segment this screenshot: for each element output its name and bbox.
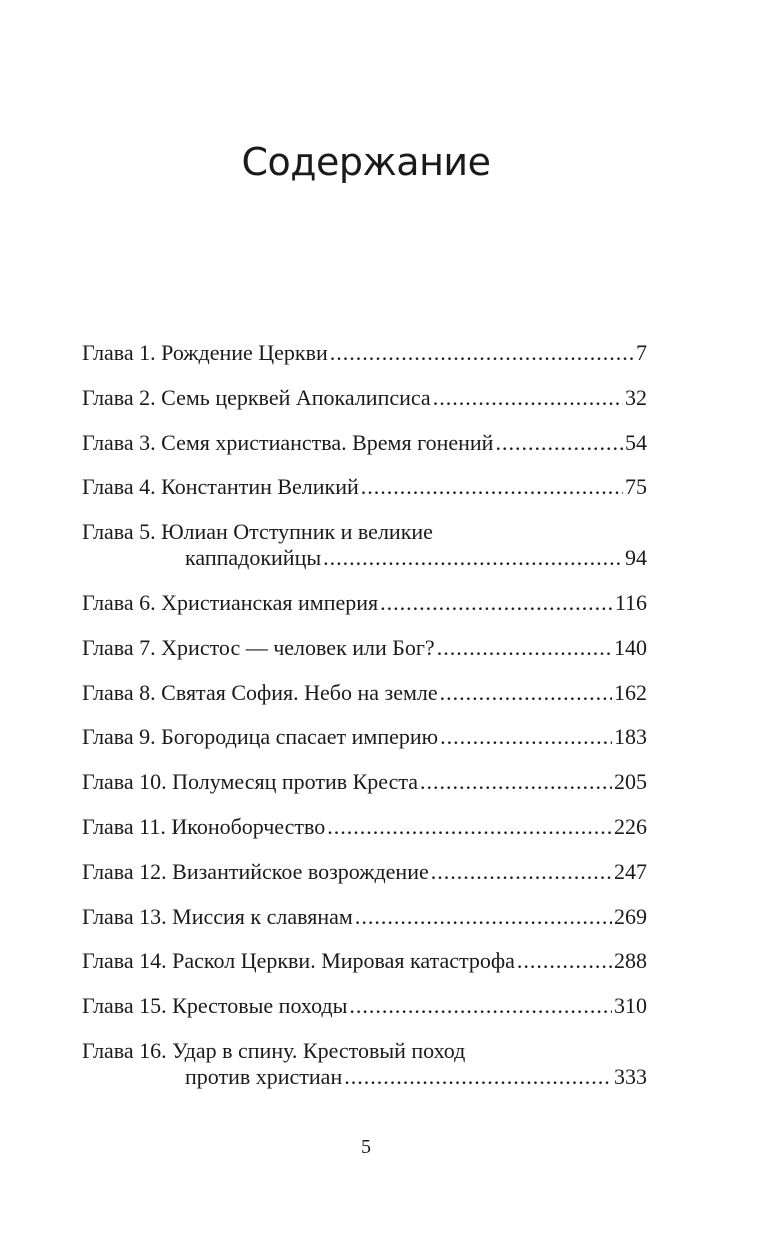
toc-entry[interactable] (82, 680, 647, 706)
toc-entry-page: 162 (614, 679, 647, 705)
toc-entry-title: Глава 12. Византийское возрождение (82, 858, 429, 884)
toc-entry-line (82, 814, 647, 840)
toc-entry-title: Глава 2. Семь церквей Апокалипсиса (82, 384, 431, 410)
toc-leader-dots (330, 340, 634, 366)
toc-entry[interactable] (82, 519, 647, 571)
toc-entry[interactable] (82, 590, 647, 616)
toc-entry-page: 7 (636, 340, 647, 365)
toc-leader-dots (431, 859, 612, 885)
toc-entry-page: 333 (614, 1063, 647, 1089)
toc-entry-line (82, 769, 647, 795)
toc-entry-title: Глава 11. Иконоборчество (82, 813, 326, 839)
toc-entry-line (82, 1038, 647, 1064)
toc-entry-page: 269 (614, 903, 647, 929)
toc-entry-continuation (82, 1064, 647, 1090)
toc-entry-title: Глава 1. Рождение Церкви (82, 340, 328, 365)
toc-entry-line (82, 635, 647, 661)
toc-entry-page: 310 (614, 993, 647, 1019)
toc-entry-title: Глава 6. Христианская империя (82, 589, 379, 615)
toc-entry-page: 75 (625, 474, 647, 500)
toc-entry-line (82, 340, 647, 366)
toc-leader-dots (323, 545, 623, 571)
toc-leader-dots (433, 385, 623, 411)
toc-leader-dots (517, 948, 612, 974)
toc-entry-page: 288 (614, 948, 647, 974)
toc-entry[interactable] (82, 859, 647, 885)
toc-entry-title: Глава 5. Юлиан Отступник и великие (82, 519, 433, 545)
toc-leader-dots (344, 1064, 612, 1090)
toc-entry-line (82, 993, 647, 1019)
toc-entry-line (82, 430, 647, 456)
toc-leader-dots (495, 430, 623, 456)
page-title: Содержание (241, 140, 491, 184)
toc-leader-dots (437, 635, 612, 661)
toc-entry[interactable] (82, 430, 647, 456)
toc-leader-dots (349, 993, 612, 1019)
toc-entry[interactable] (82, 814, 647, 840)
toc-entry-title: Глава 16. Удар в спину. Крестовый поход (82, 1037, 466, 1063)
toc-entry-title: Глава 13. Миссия к славянам (82, 903, 353, 929)
toc-entry-title: Глава 7. Христос — человек или Бог? (82, 634, 435, 660)
page-number: 5 (361, 1136, 371, 1158)
toc-entry-title: Глава 10. Полумесяц против Креста (82, 769, 419, 795)
toc-leader-dots (380, 590, 613, 616)
toc-entry-line (82, 519, 647, 545)
toc-entry[interactable] (82, 769, 647, 795)
toc-entry[interactable] (82, 948, 647, 974)
toc-entry-title: каппадокийцы (185, 545, 322, 571)
table-of-contents (82, 340, 647, 1109)
toc-entry-page: 183 (614, 724, 647, 750)
toc-entry[interactable] (82, 474, 647, 500)
toc-leader-dots (420, 769, 612, 795)
toc-entry[interactable] (82, 993, 647, 1019)
toc-entry-line (82, 474, 647, 500)
toc-entry[interactable] (82, 904, 647, 930)
toc-entry-title: Глава 4. Константин Великий (82, 474, 359, 500)
toc-entry-page: 247 (614, 858, 647, 884)
toc-entry-line (82, 724, 647, 750)
toc-entry-page: 116 (614, 589, 647, 615)
toc-entry-title: Глава 14. Раскол Церкви. Мировая катастрофа (82, 948, 515, 974)
toc-leader-dots (361, 474, 623, 500)
toc-entry-page: 226 (614, 813, 647, 839)
toc-entry[interactable] (82, 385, 647, 411)
toc-leader-dots (440, 724, 612, 750)
toc-entry-line (82, 590, 647, 616)
toc-entry[interactable] (82, 635, 647, 661)
toc-leader-dots (355, 904, 612, 930)
toc-entry[interactable] (82, 340, 647, 366)
toc-entry-page: 32 (625, 384, 647, 410)
toc-entry-page: 94 (625, 545, 647, 571)
toc-leader-dots (440, 680, 612, 706)
toc-entry[interactable] (82, 1038, 647, 1090)
toc-entry-title: Глава 3. Семя христианства. Время гонений (82, 429, 494, 455)
toc-entry[interactable] (82, 724, 647, 750)
toc-entry-line (82, 948, 647, 974)
toc-entry-title: Глава 15. Крестовые походы (82, 993, 348, 1019)
toc-entry-page: 54 (625, 429, 647, 455)
toc-entry-title: против христиан (185, 1063, 343, 1089)
toc-entry-line (82, 385, 647, 411)
toc-entry-title: Глава 8. Святая София. Небо на земле (82, 679, 438, 705)
toc-entry-title: Глава 9. Богородица спасает империю (82, 724, 439, 750)
toc-entry-continuation (82, 545, 647, 571)
toc-entry-page: 205 (614, 769, 647, 795)
toc-entry-line (82, 904, 647, 930)
toc-entry-line (82, 859, 647, 885)
toc-entry-page: 140 (614, 634, 647, 660)
toc-entry-line (82, 680, 647, 706)
toc-leader-dots (327, 814, 612, 840)
